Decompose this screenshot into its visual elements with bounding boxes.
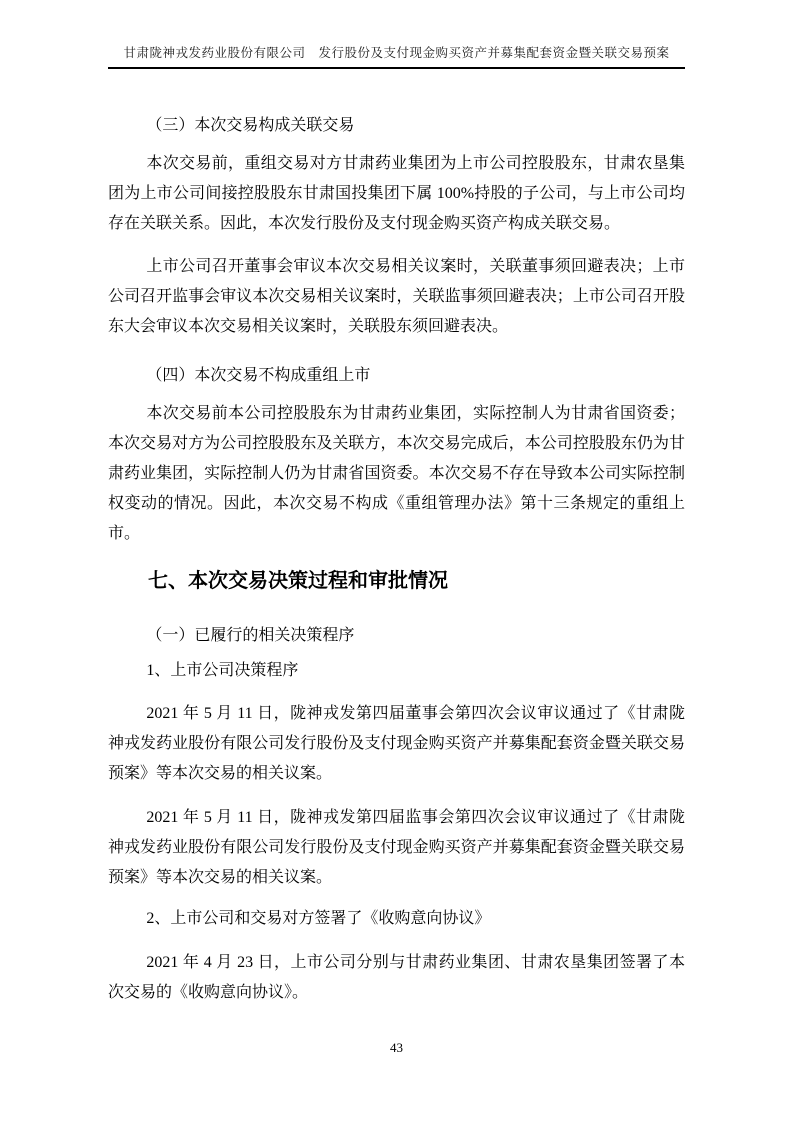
- chapter-heading-seven: 七、本次交易决策过程和审批情况: [148, 570, 448, 592]
- page-header: [108, 0, 685, 69]
- paragraph-related-transaction-2: 上市公司召开董事会审议本次交易相关议案时，关联董事须回避表决；上市公司召开监事会审议本次交易相关议案时，关联监事须回避表决；上市公司召开股东大会审议本次交易相关议案时，关联股东须回避表决。: [108, 258, 685, 335]
- section-heading-three: （三）本次交易构成关联交易: [146, 117, 355, 134]
- page-footer: [0, 1040, 793, 1056]
- section-heading-four: （四）本次交易不构成重组上市: [146, 367, 371, 384]
- document-body: [108, 111, 685, 1008]
- page-number: 43: [390, 1040, 403, 1055]
- header-title: 甘肃陇神戎发药业股份有限公司 发行股份及支付现金购买资产并募集配套资金暨关联交易预案: [123, 46, 670, 60]
- paragraph-agreement-signing: 2021 年 4 月 23 日，上市公司分别与甘肃药业集团、甘肃农垦集团签署了本次交易的《收购意向协议》。: [108, 954, 685, 1001]
- paragraph-related-transaction-1: 本次交易前，重组交易对方甘肃药业集团为上市公司控股股东，甘肃农垦集团为上市公司间接控股股东甘肃国投集团下属 100%持股的子公司，与上市公司均存在关联关系。因此，本次发行股份及支付现金购买资产构成关联交易。: [108, 155, 685, 232]
- paragraph-no-restructuring-listing: 本次交易前本公司控股股东为甘肃药业集团，实际控制人为甘肃省国资委；本次交易对方为公司控股股东及关联方，本次交易完成后，本公司控股股东仍为甘肃药业集团，实际控制人仍为甘肃省国资委。本次交易不存在导致本公司实际控制权变动的情况。因此，本次交易不构成《重组管理办法》第十三条规定的重组上市。: [108, 405, 685, 542]
- subsection-heading-one: （一）已履行的相关决策程序: [146, 627, 355, 644]
- paragraph-supervisory-meeting: 2021 年 5 月 11 日，陇神戎发第四届监事会第四次会议审议通过了《甘肃陇神戎发药业股份有限公司发行股份及支付现金购买资产并募集配套资金暨关联交易预案》等本次交易的相关议案。: [108, 809, 685, 886]
- item-heading-decision-procedure: 1、上市公司决策程序: [146, 662, 299, 679]
- item-heading-acquisition-intent-agreement: 2、上市公司和交易对方签署了《收购意向协议》: [146, 910, 491, 927]
- paragraph-board-meeting: 2021 年 5 月 11 日，陇神戎发第四届董事会第四次会议审议通过了《甘肃陇神戎发药业股份有限公司发行股份及支付现金购买资产并募集配套资金暨关联交易预案》等本次交易的相关议案。: [108, 705, 685, 782]
